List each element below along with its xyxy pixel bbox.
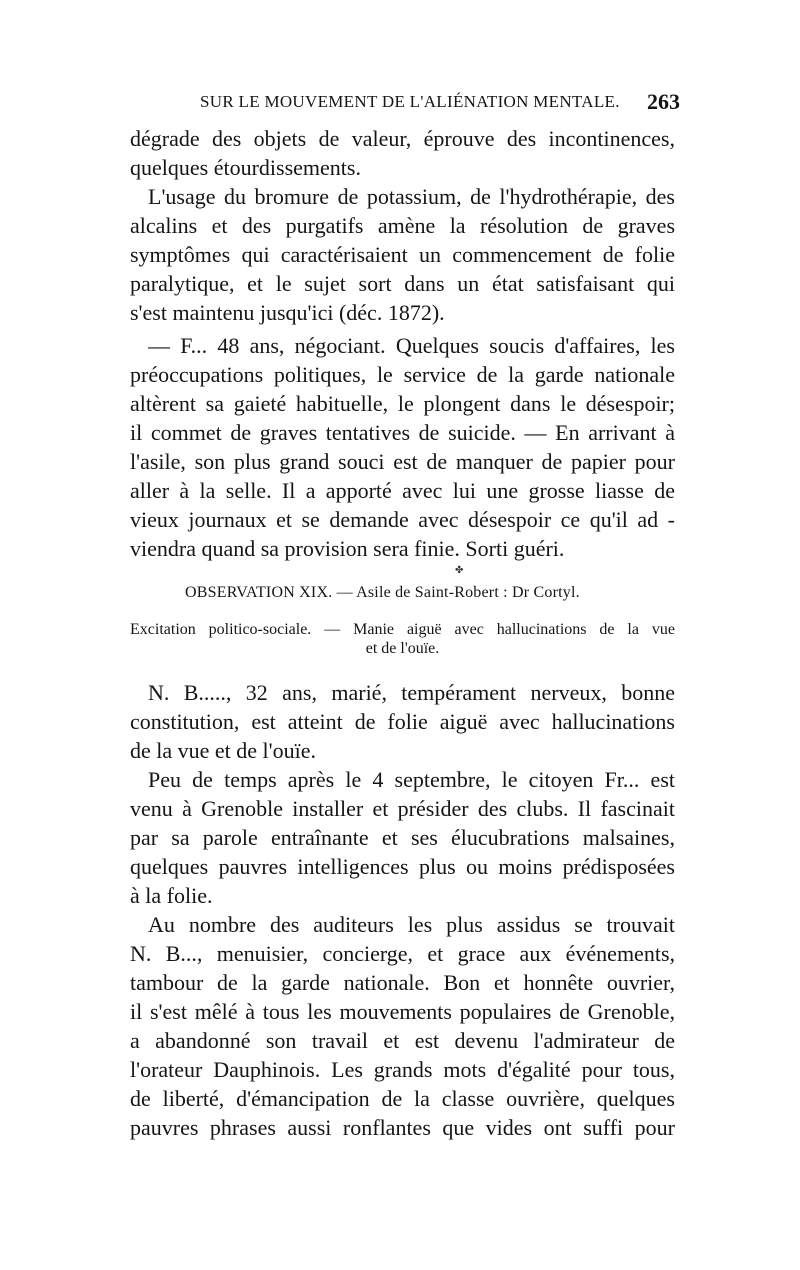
text-line: l'asile, son plus grand souci est de manquer de papier pour (130, 449, 675, 474)
text-line: de liberté, d'émancipation de la classe ouvrière, quelques (130, 1086, 675, 1111)
text-line: vieux journaux et se demande avec désespoir ce qu'il ad - (130, 507, 675, 532)
text-line: L'usage du bromure de potassium, de l'hydrothérapie, des (148, 184, 675, 209)
observation-subtitle-continued: et de l'ouïe. (365, 640, 440, 657)
text-line: symptômes qui caractérisaient un commencement de folie (130, 242, 675, 267)
text-line: aller à la selle. Il a apporté avec lui une grosse liasse de (130, 478, 675, 503)
text-line: a abandonné son travail et est devenu l'admirateur de (130, 1028, 675, 1053)
text-line: Peu de temps après le 4 septembre, le citoyen Fr... est (148, 767, 675, 792)
text-line: tambour de la garde nationale. Bon et honnête ouvrier, (130, 970, 675, 995)
text-line: l'orateur Dauphinois. Les grands mots d'égalité pour tous, (130, 1057, 675, 1082)
page-number: 263 (647, 89, 680, 114)
text-line: s'est maintenu jusqu'ici (déc. 1872). (130, 300, 445, 325)
ornament-mark: ✤ (455, 565, 464, 576)
text-line: paralytique, et le sujet sort dans un état satisfaisant qui (130, 271, 675, 296)
text-line: venu à Grenoble installer et présider des clubs. Il fascinait (130, 796, 675, 821)
text-line: Au nombre des auditeurs les plus assidus se trouvait (148, 912, 675, 937)
text-line: pauvres phrases aussi ronflantes que vides ont suffi pour (130, 1115, 675, 1140)
text-line: quelques étourdissements. (130, 155, 361, 180)
text-line: préoccupations politiques, le service de la garde nationale (130, 362, 675, 387)
text-line: alcalins et des purgatifs amène la résolution de graves (130, 213, 675, 238)
text-line: — F... 48 ans, négociant. Quelques soucis d'affaires, les (148, 333, 675, 358)
text-line: altèrent sa gaieté habituelle, le plongent dans le désespoir; (130, 391, 675, 416)
observation-title: OBSERVATION XIX. — Asile de Saint-Robert : Dr Cortyl. (185, 584, 580, 601)
text-line: constitution, est atteint de folie aiguë avec hallucinations (130, 709, 675, 734)
page-header (200, 89, 680, 118)
text-line: il commet de graves tentatives de suicide. — En arrivant à (130, 420, 675, 445)
text-line: il s'est mêlé à tous les mouvements populaires de Grenoble, (130, 999, 675, 1024)
text-line: à la folie. (130, 883, 213, 908)
text-line: de la vue et de l'ouïe. (130, 738, 317, 763)
text-line: N. B....., 32 ans, marié, tempérament nerveux, bonne (148, 680, 675, 705)
observation-subtitle: Excitation politico-sociale. — Manie aiguë avec hallucinations de la vue (130, 621, 675, 638)
text-line: par sa parole entraînante et ses élucubrations malsaines, (130, 825, 675, 850)
text-line: viendra quand sa provision sera finie. Sorti guéri. (130, 536, 565, 561)
text-line: N. B..., menuisier, concierge, et grace aux événements, (130, 941, 675, 966)
text-line: quelques pauvres intelligences plus ou moins prédisposées (130, 854, 675, 879)
text-line: dégrade des objets de valeur, éprouve des incontinences, (130, 126, 675, 151)
running-title: SUR LE MOUVEMENT DE L'ALIÉNATION MENTALE. (200, 92, 620, 111)
